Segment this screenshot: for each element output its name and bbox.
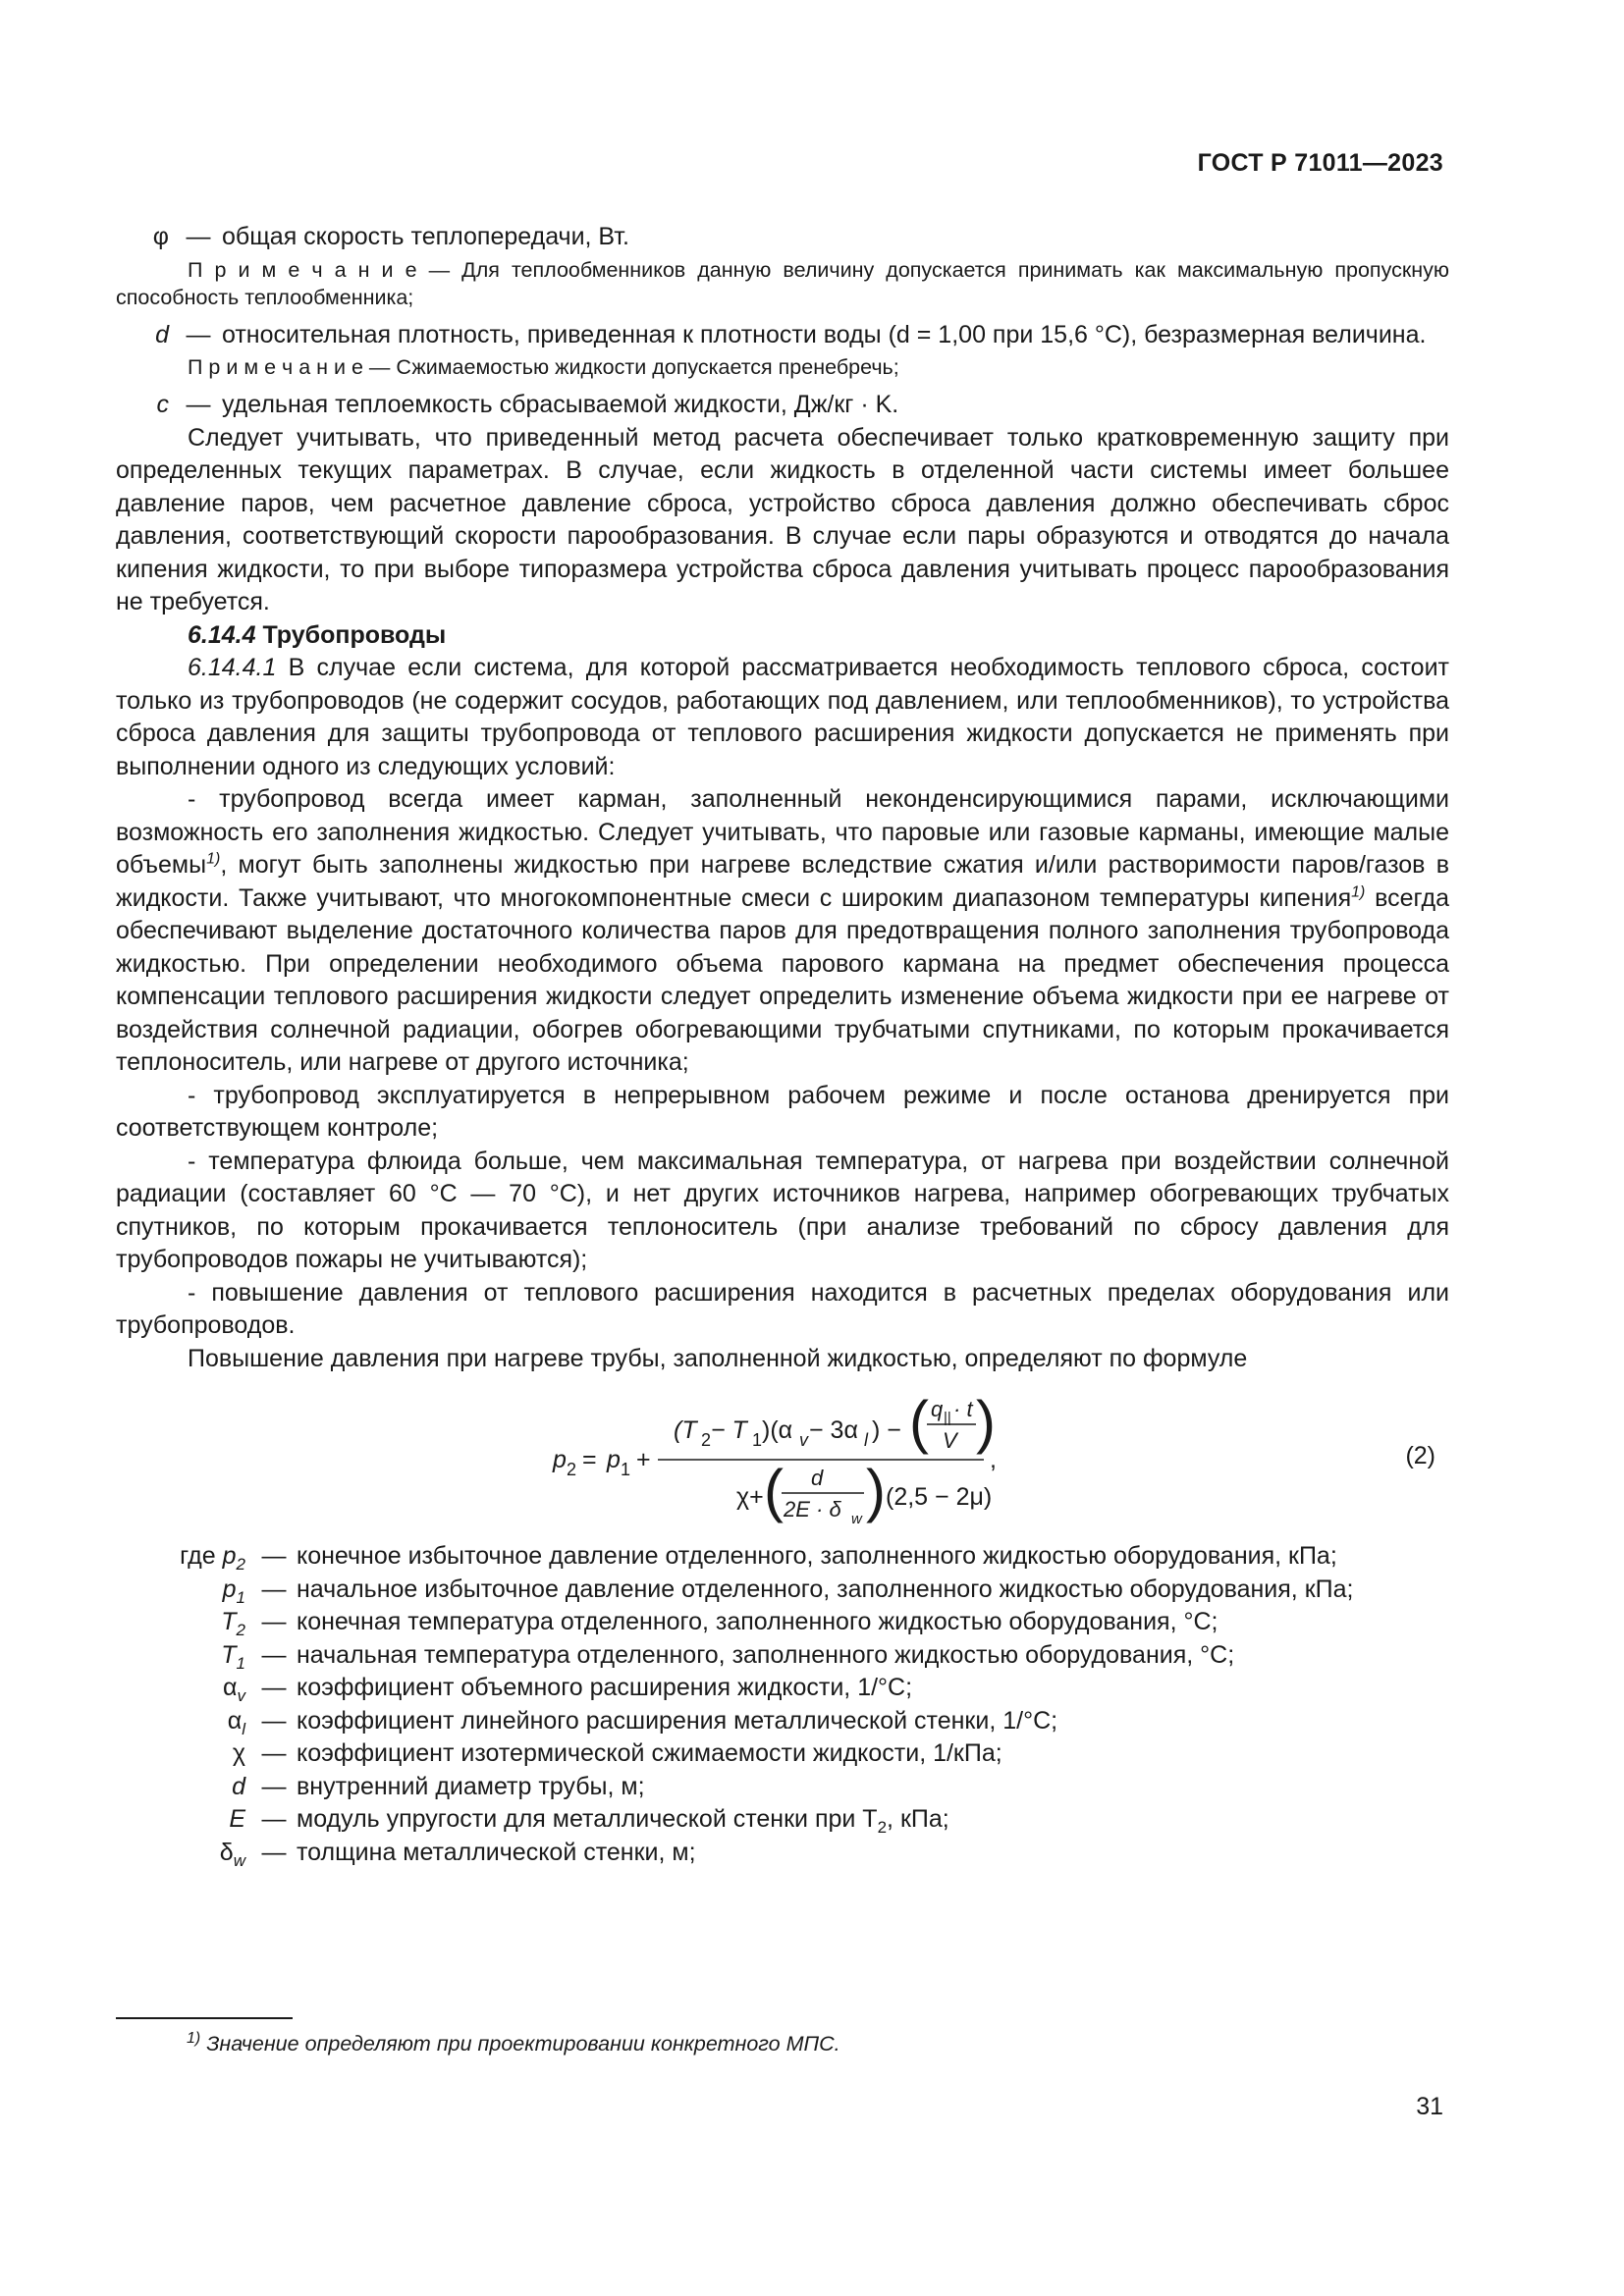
- svg-text:||: ||: [944, 1410, 951, 1426]
- svg-text:,: ,: [990, 1446, 997, 1473]
- symbol: $T_1$: [221, 1640, 245, 1673]
- section-number: 6.14.4: [188, 620, 256, 649]
- definition-text: относительная плотность, приведенная к плотности воды (d = 1,00 при 15,6 °C), безразмерная величина.: [222, 320, 1427, 348]
- page-number: 31: [1416, 2093, 1443, 2120]
- definition-text: конечное избыточное давление отделенного, заполненного жидкостью оборудования, кПа;: [297, 1542, 1337, 1570]
- svg-text:w: w: [851, 1511, 862, 1527]
- paragraph: Повышение давления при нагреве трубы, заполненной жидкостью, определяют по формуле: [188, 1344, 1248, 1372]
- svg-text:(: (: [909, 1389, 929, 1455]
- symbol: $T_2$: [221, 1608, 245, 1639]
- svg-text:v: v: [799, 1430, 808, 1450]
- symbol: φ: [152, 223, 169, 250]
- svg-text:2E · δ: 2E · δ: [784, 1497, 841, 1522]
- paragraph: 6.14.4.1 В случае если система, для которой рассматривается необходимость теплового сброса, состоит только из трубопроводов (не содержит сосудов, работающих под давлением, или теплообменников), то устройства сброса давления для защиты трубопровода от теплового расширения жидкости допускается не применять при выполнении одного из следующих условий:: [116, 654, 1449, 780]
- svg-text:· t: · t: [953, 1397, 973, 1421]
- definition-text: модуль упругости для металлической стенки при $T_2$, кПа;: [297, 1805, 949, 1837]
- svg-text:)(α: )(α: [762, 1416, 793, 1444]
- svg-text:+: +: [636, 1446, 651, 1473]
- symbol: $\delta_w$: [219, 1838, 245, 1870]
- symbol: где $p_2$: [180, 1542, 245, 1574]
- list-item: - повышение давления от теплового расширения находится в расчетных пределах оборудования или трубопроводов.: [116, 1278, 1449, 1339]
- svg-text:) −: ) −: [872, 1416, 901, 1444]
- svg-text:2: 2: [701, 1430, 712, 1450]
- symbol: $p_1$: [222, 1575, 245, 1607]
- equation-number: (2): [1405, 1442, 1435, 1469]
- svg-text:2: 2: [567, 1460, 577, 1479]
- symbol: χ: [232, 1739, 245, 1767]
- list-item: - трубопровод эксплуатируется в непрерывном рабочем режиме и после останова дренируется при соответствующем контроле;: [116, 1081, 1449, 1142]
- list-item: - температура флюида больше, чем максимальная температура, от нагрева при воздействии солнечной радиации (составляет 60 °C — 70 °C), и нет других источников нагрева, например обогревающих трубчатых спутников, по которым прокачивается теплоноситель (при анализе требований по сбросу давления для трубопроводов пожары не учитываются);: [116, 1147, 1449, 1273]
- page-content: [116, 221, 1449, 1869]
- footnote-separator: [116, 2017, 293, 2019]
- svg-text:d: d: [811, 1466, 824, 1490]
- footnote-ref: 1): [1351, 883, 1366, 901]
- svg-text:(2,5 − 2μ): (2,5 − 2μ): [886, 1483, 993, 1511]
- svg-text:− 3α: − 3α: [809, 1416, 858, 1444]
- paragraph: Следует учитывать, что приведенный метод расчета обеспечивает только кратковременную защиту при определенных текущих параметрах. В случае, если жидкость в отделенной части системы имеет большее давление паров, чем расчетное давление сброса, устройство сброса давления должно обеспечивать сброс давления, соответствующий скорости парообразования. В случае если пары образуются и отводятся до начала кипения жидкости, то при выборе типоразмера устройства сброса давления учитывать процесс парообразования не требуется.: [116, 423, 1449, 615]
- svg-text:=: =: [582, 1446, 597, 1473]
- footnote: $^{1)}$ Значение определяют при проектировании конкретного МПС.: [187, 2029, 840, 2056]
- symbol: E: [229, 1805, 245, 1833]
- definition-row: d — относительная плотность, приведенная к плотности воды (d = 1,00 при 15,6 °C), безразмерная величина.: [116, 319, 1449, 352]
- svg-text:l: l: [864, 1430, 868, 1450]
- svg-text:1: 1: [621, 1460, 631, 1479]
- definition-text: коэффициент линейного расширения металлической стенки, 1/°C;: [297, 1706, 1058, 1735]
- svg-text:V: V: [943, 1428, 957, 1453]
- section-title: Трубопроводы: [262, 620, 447, 649]
- svg-text:): ): [976, 1389, 996, 1455]
- symbol: d: [232, 1772, 245, 1800]
- formula-graphic: [116, 1383, 1449, 1530]
- definition-text: общая скорость теплопередачи, Вт.: [222, 223, 629, 250]
- definition-text: начальная температура отделенного, заполненного жидкостью оборудования, °C;: [297, 1640, 1235, 1669]
- document-id-header: ГОСТ Р 71011—2023: [1197, 149, 1443, 177]
- list-item: - трубопровод всегда имеет карман, заполненный неконденсирующимися парами, исключающими возможность его заполнения жидкостью. Следует учитывать, что паровые или газовые карманы, имеющие малые объемы$^{1)}$, могут быть заполнены жидкостью при нагреве вследствие сжатия и/или растворимости паров/газов в жидкости. Также учитывают, что многокомпонентные смеси с широким диапазоном температуры кипения$^{1)}$ всегда обеспечивают выделение достаточного количества паров для предотвращения полного заполнения трубопровода жидкостью. При определении необходимого объема парового кармана на предмет обеспечения процесса компенсации теплового расширения жидкости следует определить изменение объема жидкости при ее нагреве от воздействия солнечной радиации, обогрев обогревающими трубчатыми спутниками, по которым прокачивается теплоноситель, или нагреве от другого источника;: [116, 785, 1449, 1076]
- svg-text:p: p: [607, 1446, 621, 1473]
- svg-text:(T: (T: [674, 1416, 697, 1444]
- definition-text: толщина металлической стенки, м;: [297, 1838, 696, 1866]
- svg-text:): ): [866, 1458, 886, 1523]
- svg-text:p: p: [553, 1446, 567, 1473]
- definition-text: коэффициент изотермической сжимаемости жидкости, 1/кПа;: [297, 1739, 1002, 1767]
- note: П р и м е ч а н и е — Сжимаемостью жидкости допускается пренебречь;: [188, 355, 899, 379]
- svg-text:χ+: χ+: [736, 1483, 764, 1511]
- definition-text: коэффициент объемного расширения жидкости, 1/°C;: [297, 1674, 913, 1701]
- definition-list: где $p_2$ — конечное избыточное давление отделенного, заполненного жидкостью оборудования, кПа; $p_1$ — начальное избыточное давление отделенного, заполненного жидкостью оборудования, кПа; $T_2$ — конечная температура отделенного, заполненного жидкостью оборудования, °C; $T_1$ — начальная температура отделенного, заполненного жидкостью оборудования, °C; $\alpha_v$ — коэффициент объемного расширения жидкости, 1/°C; $\alpha_l$ — коэффициент линейного расширения металлической стенки, 1/°C; χ — коэффициент изотермической сжимаемости жидкости, 1/кПа; d — внутренний диаметр трубы, м; E — модуль упругости для металлической стенки при $T_2$, кПа; $\delta_w$ — толщина металлической стенки, м;: [116, 1540, 1449, 1869]
- definition-row: c — удельная теплоемкость сбрасываемой жидкости, Дж/кг · K.: [116, 389, 1449, 422]
- svg-text:− T: − T: [711, 1416, 747, 1444]
- svg-text:1: 1: [752, 1430, 763, 1450]
- definition-text: внутренний диаметр трубы, м;: [297, 1772, 645, 1800]
- formula: [116, 1383, 1449, 1530]
- footnote-ref: 1): [206, 850, 221, 868]
- section-heading: [116, 619, 1449, 653]
- symbol: $\alpha_l$: [227, 1706, 245, 1738]
- definition-text: удельная теплоемкость сбрасываемой жидкости, Дж/кг · K.: [222, 391, 899, 418]
- symbol: d: [155, 320, 169, 348]
- symbol: c: [156, 391, 169, 418]
- definition-row: φ — общая скорость теплопередачи, Вт.: [116, 221, 1449, 254]
- note: П р и м е ч а н и е — Для теплообменников данную величину допускается принимать как максимальную пропускную способность теплообменника;: [116, 257, 1449, 309]
- svg-text:q: q: [931, 1397, 944, 1421]
- definition-text: начальное избыточное давление отделенного, заполненного жидкостью оборудования, кПа;: [297, 1575, 1354, 1603]
- svg-text:(: (: [764, 1458, 784, 1523]
- clause-number: 6.14.4.1: [188, 654, 277, 681]
- definition-text: конечная температура отделенного, заполненного жидкостью оборудования, °C;: [297, 1608, 1218, 1635]
- symbol: $\alpha_v$: [223, 1674, 245, 1705]
